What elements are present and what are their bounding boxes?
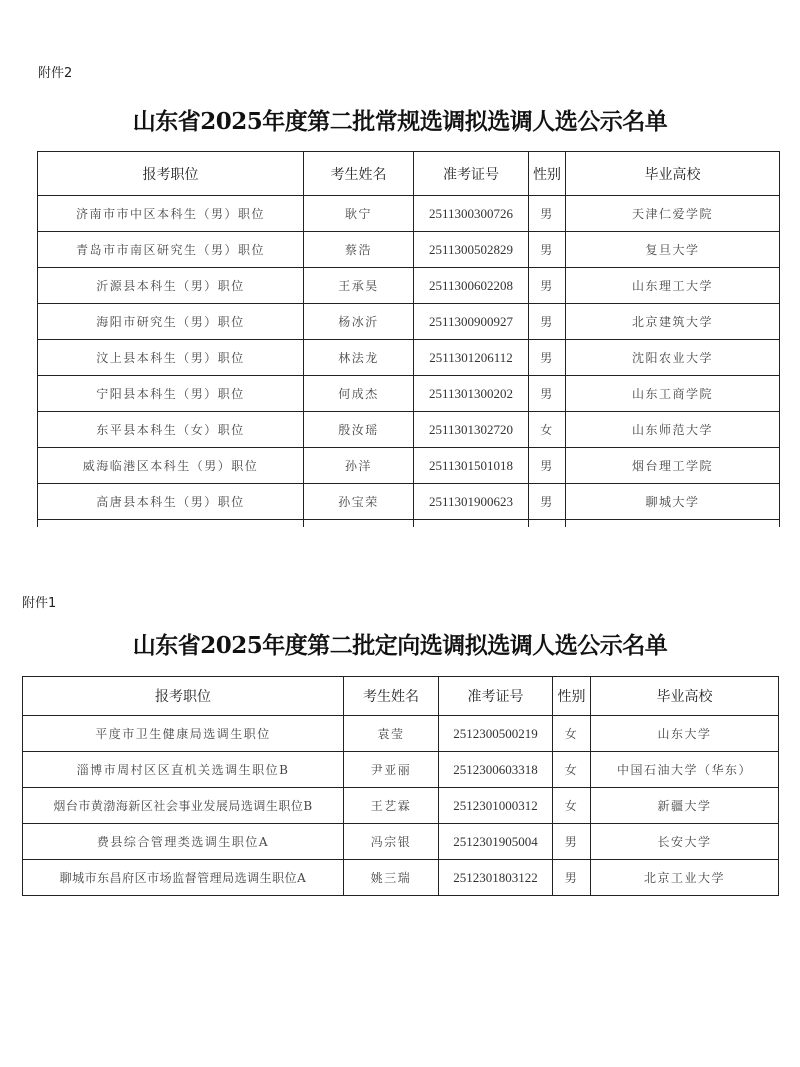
cell-position: 淄博市周村区区直机关选调生职位B bbox=[23, 752, 344, 788]
header-exam-id: 准考证号 bbox=[439, 677, 553, 716]
cell-name: 何成杰 bbox=[304, 376, 414, 412]
cell-position: 宁阳县本科生（男）职位 bbox=[38, 376, 304, 412]
cell-exam-id: 2512301905004 bbox=[439, 824, 553, 860]
cell-exam-id: 2511301302720 bbox=[414, 412, 529, 448]
table-row bbox=[38, 448, 780, 484]
header-gender: 性别 bbox=[553, 677, 591, 716]
header-exam-id: 准考证号 bbox=[414, 152, 529, 196]
table-row bbox=[23, 788, 779, 824]
cell-empty bbox=[529, 520, 566, 528]
cell-school: 烟台理工学院 bbox=[566, 448, 780, 484]
cell-gender: 男 bbox=[529, 196, 566, 232]
table-row bbox=[23, 824, 779, 860]
cell-school: 北京建筑大学 bbox=[566, 304, 780, 340]
cell-exam-id: 2511301900623 bbox=[414, 484, 529, 520]
cell-name: 杨冰沂 bbox=[304, 304, 414, 340]
cell-school: 山东大学 bbox=[591, 716, 779, 752]
header-name: 考生姓名 bbox=[304, 152, 414, 196]
cell-gender: 男 bbox=[529, 268, 566, 304]
cell-position: 济南市市中区本科生（男）职位 bbox=[38, 196, 304, 232]
cell-position: 汶上县本科生（男）职位 bbox=[38, 340, 304, 376]
cell-exam-id: 2511300602208 bbox=[414, 268, 529, 304]
cell-name: 王艺霖 bbox=[344, 788, 439, 824]
table-row bbox=[23, 860, 779, 896]
cell-exam-id: 2511301206112 bbox=[414, 340, 529, 376]
table-row bbox=[38, 268, 780, 304]
cell-position: 青岛市市南区研究生（男）职位 bbox=[38, 232, 304, 268]
table-row bbox=[38, 232, 780, 268]
cell-gender: 女 bbox=[529, 412, 566, 448]
cell-gender: 男 bbox=[529, 232, 566, 268]
targeted-selection-table bbox=[22, 676, 779, 896]
cell-school: 山东师范大学 bbox=[566, 412, 780, 448]
cell-gender: 男 bbox=[529, 376, 566, 412]
header-position: 报考职位 bbox=[23, 677, 344, 716]
table-row bbox=[38, 340, 780, 376]
table-header-row bbox=[38, 152, 780, 196]
cell-position: 烟台市黄渤海新区社会事业发展局选调生职位B bbox=[23, 788, 344, 824]
cell-position: 平度市卫生健康局选调生职位 bbox=[23, 716, 344, 752]
cell-school: 山东工商学院 bbox=[566, 376, 780, 412]
cell-gender: 男 bbox=[529, 304, 566, 340]
cell-empty bbox=[414, 520, 529, 528]
header-name: 考生姓名 bbox=[344, 677, 439, 716]
cell-position: 沂源县本科生（男）职位 bbox=[38, 268, 304, 304]
cell-exam-id: 2512300603318 bbox=[439, 752, 553, 788]
attachment-label-2: 附件2 bbox=[38, 66, 73, 81]
cell-school: 长安大学 bbox=[591, 824, 779, 860]
cell-gender: 男 bbox=[553, 860, 591, 896]
page-title-targeted-selection: 山东省2025年度第二批定向选调拟选调人选公示名单 bbox=[132, 632, 668, 659]
cell-school: 山东理工大学 bbox=[566, 268, 780, 304]
cell-position: 高唐县本科生（男）职位 bbox=[38, 484, 304, 520]
header-position: 报考职位 bbox=[38, 152, 304, 196]
cell-name: 袁莹 bbox=[344, 716, 439, 752]
regular-selection-table bbox=[37, 151, 780, 527]
cell-exam-id: 2512301000312 bbox=[439, 788, 553, 824]
header-school: 毕业高校 bbox=[566, 152, 780, 196]
table-row bbox=[23, 716, 779, 752]
cell-exam-id: 2511301300202 bbox=[414, 376, 529, 412]
table-row bbox=[38, 196, 780, 232]
table-row bbox=[38, 376, 780, 412]
cell-exam-id: 2512301803122 bbox=[439, 860, 553, 896]
cell-gender: 男 bbox=[529, 484, 566, 520]
table-row bbox=[38, 304, 780, 340]
cell-empty bbox=[566, 520, 780, 528]
cell-school: 新疆大学 bbox=[591, 788, 779, 824]
cell-gender: 女 bbox=[553, 716, 591, 752]
cell-position: 费县综合管理类选调生职位A bbox=[23, 824, 344, 860]
header-gender: 性别 bbox=[529, 152, 566, 196]
cell-name: 孙宝荣 bbox=[304, 484, 414, 520]
cell-name: 耿宁 bbox=[304, 196, 414, 232]
cell-school: 北京工业大学 bbox=[591, 860, 779, 896]
cell-position: 东平县本科生（女）职位 bbox=[38, 412, 304, 448]
cell-school: 复旦大学 bbox=[566, 232, 780, 268]
cell-position: 海阳市研究生（男）职位 bbox=[38, 304, 304, 340]
cell-exam-id: 2511300900927 bbox=[414, 304, 529, 340]
cell-name: 王承昊 bbox=[304, 268, 414, 304]
cell-gender: 男 bbox=[529, 448, 566, 484]
cell-gender: 男 bbox=[529, 340, 566, 376]
table-row bbox=[38, 484, 780, 520]
cell-name: 林法龙 bbox=[304, 340, 414, 376]
cell-school: 聊城大学 bbox=[566, 484, 780, 520]
table-row-truncated bbox=[38, 520, 780, 528]
cell-name: 冯宗银 bbox=[344, 824, 439, 860]
table-row bbox=[23, 752, 779, 788]
cell-empty bbox=[304, 520, 414, 528]
header-school: 毕业高校 bbox=[591, 677, 779, 716]
cell-position: 威海临港区本科生（男）职位 bbox=[38, 448, 304, 484]
cell-name: 姚三瑞 bbox=[344, 860, 439, 896]
cell-name: 尹亚丽 bbox=[344, 752, 439, 788]
table-header-row bbox=[23, 677, 779, 716]
cell-exam-id: 2511300300726 bbox=[414, 196, 529, 232]
cell-exam-id: 2512300500219 bbox=[439, 716, 553, 752]
attachment-label-1: 附件1 bbox=[22, 596, 57, 611]
cell-empty bbox=[38, 520, 304, 528]
cell-gender: 女 bbox=[553, 752, 591, 788]
cell-name: 孙洋 bbox=[304, 448, 414, 484]
cell-gender: 女 bbox=[553, 788, 591, 824]
cell-exam-id: 2511301501018 bbox=[414, 448, 529, 484]
cell-name: 蔡浩 bbox=[304, 232, 414, 268]
cell-school: 中国石油大学（华东） bbox=[591, 752, 779, 788]
cell-exam-id: 2511300502829 bbox=[414, 232, 529, 268]
cell-position: 聊城市东昌府区市场监督管理局选调生职位A bbox=[23, 860, 344, 896]
cell-name: 殷汝瑶 bbox=[304, 412, 414, 448]
cell-school: 沈阳农业大学 bbox=[566, 340, 780, 376]
cell-gender: 男 bbox=[553, 824, 591, 860]
table-row bbox=[38, 412, 780, 448]
page-title-regular-selection: 山东省2025年度第二批常规选调拟选调人选公示名单 bbox=[132, 108, 668, 135]
cell-school: 天津仁爱学院 bbox=[566, 196, 780, 232]
